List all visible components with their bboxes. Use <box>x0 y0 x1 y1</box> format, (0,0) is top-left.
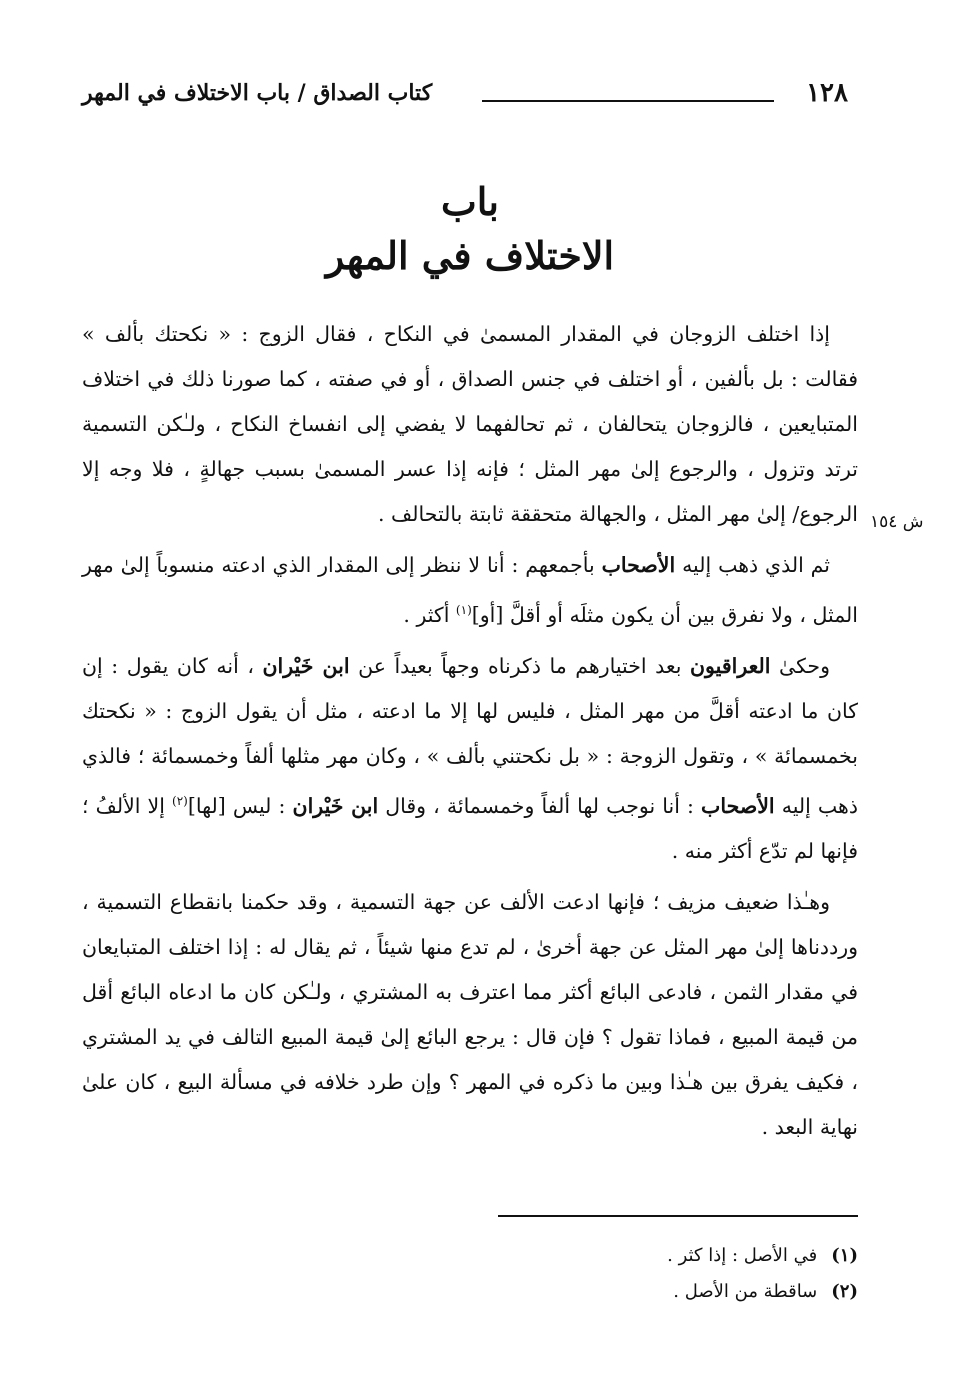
paragraph-2 <box>82 543 858 638</box>
paragraph-3-text: إلا الألفُ ؛ فإنها لم تدّع أكثر منه . <box>82 793 858 863</box>
footnote-rule <box>498 1215 858 1217</box>
paragraph-3-text: بعد اختيارهم ما ذكرناه وجهاً بعيداً عن <box>349 653 690 678</box>
bold-term: الأصحاب <box>601 553 676 577</box>
paragraph-3-text: ، أنه كان يقول : إن كان ما ادعته أقلَّ من مهر المثل ، فليس لها إلا ما ادعته ، مثل أن يقول الزوج : « نكحتك بخمسمائة » ، وتقول الزوجة : « بل نكحتني بألف » ، وكان مهر مثلها ألفاً وخمسمائة ؛ فالذي ذهب إليه <box>82 653 858 818</box>
paragraph-2-text: بأجمعهم : أنا لا ننظر إلى المقدار الذي ادعته منسوباً إلىٰ مهر المثل ، ولا نفرق بين أن يكون مثلَه أو أقلَّ [أو] <box>82 553 858 627</box>
paragraph-3 <box>82 644 858 874</box>
paragraph-3-text: : ليس [لها] <box>187 793 293 818</box>
footnote-number: (١) <box>831 1245 858 1266</box>
paragraph-2-text: أكثر . <box>403 602 456 627</box>
header-rule <box>482 100 774 102</box>
footnote-ref: (١) <box>455 603 472 617</box>
bold-name: ابن خَيْران <box>262 653 350 678</box>
paragraph-3-text: وحكىٰ <box>770 653 830 678</box>
footnote-1 <box>82 1238 858 1274</box>
bold-term: الأصحاب <box>701 793 775 818</box>
paragraph-2-text: ثم الذي ذهب إليه <box>675 553 830 577</box>
page-header <box>82 78 848 114</box>
chapter-heading-line2: الاختلاف في المهر <box>325 233 615 278</box>
footnote-text: ساقطة من الأصل . <box>673 1281 818 1302</box>
paragraph-1: إذا اختلف الزوجان في المقدار المسمىٰ في النكاح ، فقال الزوج : « نكحتك بألف » فقالت : بل بألفين ، أو اختلف في جنس الصداق ، أو في صفته ، كما صورنا ذلك في اختلاف المتبايعين ، فالزوجان يتحالفان ، ثم تحالفهما لا يفضي إلى انفساخ النكاح ، ولـٰكن التسمية ترتد وتزول ، والرجوع إلىٰ مهر المثل ؛ فإنه إذا عسر المسمىٰ بسبب جهالةٍ ، فلا وجه إلا الرجوع/ إلىٰ مهر المثل ، والجهالة متحققة ثابتة بالتحالف . <box>82 322 859 526</box>
paragraph-4: وهـٰذا ضعيف مزيف ؛ فإنها ادعت الألف عن جهة التسمية ، وقد حكمنا بانقطاع التسمية ، ورددناها إلىٰ مهر المثل عن جهة أخرىٰ ، لم تدع منها شيئاً ، ثم يقال له : إذا اختلف المتبايعان في مقدار الثمن ، فادعى البائع أكثر مما اعترف به المشتري ، ولـٰكن كان ما ادعاه البائع أقل من قيمة المبيع ، فماذا تقول ؟ فإن قال : يرجع البائع إلىٰ قيمة المبيع التالف في يد المشتري ، فكيف يفرق بين هـٰذا وبين ما ذكره في المهر ؟ وإن طرد خلافه في مسألة البيع ، كان علىٰ نهاية البعد . <box>82 889 858 1139</box>
chapter-heading-line1: باب <box>441 179 499 224</box>
footnote-number: (٢) <box>831 1281 858 1302</box>
footnote-text: في الأصل : إذا كثر . <box>667 1245 818 1266</box>
bold-term: العراقيون <box>690 653 771 678</box>
footnotes <box>82 1238 858 1310</box>
bold-name: ابن خَيْران <box>292 793 379 818</box>
paragraph-3-text: : أنا نوجب لها ألفاً وخمسمائة ، وقال <box>378 793 702 818</box>
running-title: كتاب الصداق / باب الاختلاف في المهر <box>82 80 433 106</box>
footnote-2 <box>82 1274 858 1310</box>
chapter-heading <box>82 175 858 283</box>
margin-folio-note: ش ١٥٤ <box>870 512 924 532</box>
main-text <box>82 312 858 1156</box>
footnote-ref: (٢) <box>172 793 188 808</box>
page-number: ١٢٨ <box>806 78 848 108</box>
